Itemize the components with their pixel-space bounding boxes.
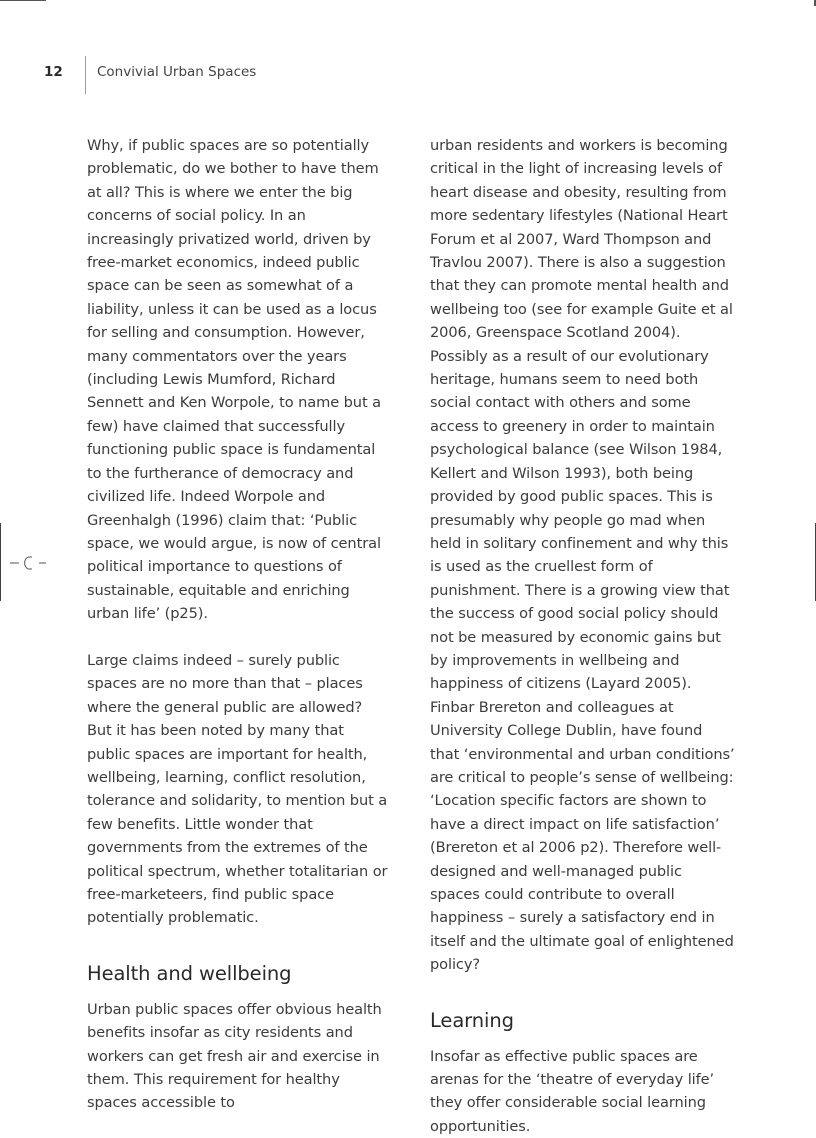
right-column (430, 134, 735, 1138)
body-paragraph: Urban public spaces offer obvious health benefits insofar as city residents and workers can get fresh air and exercise in them. This requirement for healthy spaces accessible to (87, 1000, 382, 1112)
running-title: Convivial Urban Spaces (97, 64, 257, 80)
left-column (87, 134, 389, 1115)
page-number: 12 (44, 64, 63, 80)
body-paragraph: Why, if public spaces are so potentially problematic, do we bother to have them at all? This is where we enter the big concerns of social policy. In an increasingly privatized world, driven by free-market economics, indeed public space can be seen as somewhat of a liability, unless it can be used as a locus for selling and consumption. However, many commentators over the years (including Lewis Mumford, Richard Sennett and Ken Worpole, to name but a few) have claimed that successfully functioning public space is fundamental to the furtherance of democracy and civilized life. Indeed Worpole and Greenhalgh (1996) claim that: ‘Public space, we would argue, is now of central political importance to questions of sustainable, equitable and enriching urban life’ (p25). (87, 137, 381, 623)
section-heading-health: Health and wellbeing (87, 961, 292, 985)
section-heading-learning: Learning (430, 1008, 514, 1032)
header-divider (85, 56, 86, 94)
registration-mark-icon (8, 553, 48, 573)
body-paragraph: Insofar as effective public spaces are arenas for the ‘theatre of everyday life’ they offer considerable social learning opportunities. (430, 1047, 715, 1135)
page-edge-left (0, 523, 1, 601)
crop-mark-top-left (0, 0, 46, 1)
body-paragraph: Large claims indeed – surely public spaces are no more than that – places where the general public are allowed? But it has been noted by many that public spaces are important for health, wellbeing, learning, conflict resolution, tolerance and solidarity, to mention but a few benefits. Little wonder that governments from the extremes of the political spectrum, whether totalitarian or free-marketeers, find public space potentially problematic. (87, 651, 388, 927)
body-paragraph: urban residents and workers is becoming critical in the light of increasing levels of heart disease and obesity, resulting from more sedentary lifestyles (National Heart Forum et al 2007, Ward Thompson and Travlou 2007). There is also a suggestion that they can promote mental health and wellbeing too (see for example Guite et al 2006, Greenspace Scotland 2004). Possibly as a result of our evolutionary heritage, humans seem to need both social contact with others and some access to greenery in order to maintain psychological balance (see Wilson 1984, Kellert and Wilson 1993), both being provided by good public spaces. This is presumably why people go mad when held in solitary confinement and why this is used as the cruellest form of punishment. There is a growing view that the success of good social policy should not be measured by economic gains but by improvements in wellbeing and happiness of citizens (Layard 2005). Finbar Brereton and colleagues at University College Dublin, have found that ‘environmental and urban conditions’ are critical to people’s sense of wellbeing: ‘Location specific factors are shown to have a direct impact on life satisfaction’ (Brereton et al 2006 p2). Therefore well-designed and well-managed public spaces could contribute to overall happiness – surely a satisfactory end in itself and the ultimate goal of enlightened policy? (430, 137, 735, 974)
